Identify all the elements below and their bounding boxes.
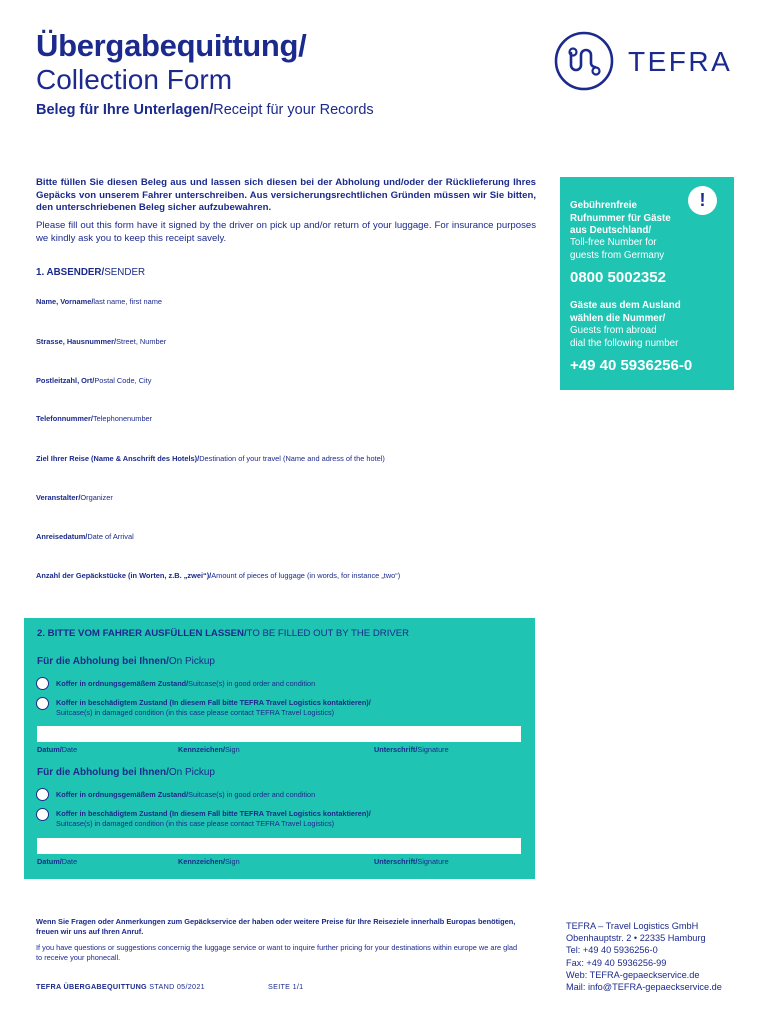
signature-label-english: Signature [417, 745, 449, 754]
date-label-german: Datum/ [37, 745, 62, 754]
plate-label [178, 857, 240, 866]
field-arrival-date[interactable] [36, 532, 134, 541]
company-address [566, 920, 722, 993]
date-label [37, 857, 77, 866]
option-label-english: Suitcase(s) in damaged condition (in this case please contact TEFRA Travel Logistics) [56, 819, 335, 828]
section2-heading-german: 2. BITTE VOM FAHRER AUSFÜLLEN LASSEN/ [37, 628, 247, 639]
company-email-link[interactable]: Mail: info@TEFRA-gepaeckservice.de [566, 982, 722, 993]
abroad-de-line1: Gäste aus dem Ausland [570, 300, 681, 311]
field-label-english: Amount of pieces of luggage (in words, for instance „two“) [211, 571, 401, 580]
damaged-condition-radio[interactable] [36, 808, 49, 821]
form-title: Übergabequittung/ [36, 28, 307, 63]
signature-line-field[interactable] [37, 838, 521, 854]
field-label-english: Destination of your travel (Name and adress of the hotel) [199, 454, 385, 463]
field-label-german: Name, Vorname/ [36, 297, 94, 306]
plate-label-german: Kennzeichen/ [178, 745, 226, 754]
field-label-german: Postleitzahl, Ort/ [36, 376, 95, 385]
tollfree-de-line1: Gebührenfreie [570, 200, 637, 211]
field-label-english: Organizer [80, 493, 113, 502]
option-label-english: Suitcase(s) in damaged condition (in this case please contact TEFRA Travel Logistics) [56, 708, 335, 717]
abroad-en-line1: Guests from abroad [570, 325, 657, 336]
field-label-english: Date of Arrival [87, 532, 134, 541]
field-label-german: Telefonnummer/ [36, 414, 93, 423]
field-label-german: Veranstalter/ [36, 493, 81, 502]
signature-label-english: Signature [417, 857, 449, 866]
tollfree-label-english [570, 237, 700, 262]
abroad-number[interactable]: +49 40 5936256-0 [570, 357, 693, 374]
good-condition-radio[interactable] [36, 788, 49, 801]
form-subtitle [36, 102, 374, 118]
damaged-condition-label [56, 698, 371, 718]
signature-label [374, 857, 449, 866]
abroad-de-line2: wählen die Nummer/ [570, 312, 666, 324]
footer-note-german: Wenn Sie Fragen oder Anmerkungen zum Gepäckservice der haben oder weitere Preise für Ihre Reiseziele innerhalb Europas benötigen, freuen wir uns auf Ihren Anruf. [36, 917, 516, 936]
tollfree-en-line2: guests from Germany [570, 249, 665, 261]
field-street[interactable] [36, 337, 166, 346]
pickup-subheading-english: On Pickup [168, 656, 215, 667]
good-condition-radio[interactable] [36, 677, 49, 690]
date-label-german: Datum/ [37, 857, 62, 866]
field-postal-city[interactable] [36, 376, 151, 385]
option-label-german: Koffer in beschädigtem Zustand (In diesem Fall bitte TEFRA Travel Logistics kontaktieren)/ [56, 698, 371, 707]
field-label-english: Postal Code, City [94, 376, 152, 385]
field-label-english: Telephonenumber [92, 414, 153, 423]
company-website-link[interactable]: Web: TEFRA-gepaeckservice.de [566, 969, 700, 980]
tollfree-number[interactable]: 0800 5002352 [570, 269, 666, 286]
field-name[interactable] [36, 297, 162, 306]
intro-english: Please fill out this form have it signed by the driver on pick up and/or return of your luggage. For insurance purposes we kindly ask you to keep this receipt savely. [36, 220, 536, 244]
option-label-german: Koffer in beschädigtem Zustand (In diesem Fall bitte TEFRA Travel Logistics kontaktieren)/ [56, 809, 371, 818]
plate-label-english: Sign [225, 857, 240, 866]
section1-heading-english: SENDER [104, 267, 146, 278]
section2-heading-english: TO BE FILLED OUT BY THE DRIVER [246, 628, 410, 639]
field-label-german: Strasse, Hausnummer/ [36, 337, 117, 346]
date-label-english: Date [61, 745, 78, 754]
logo-wordmark: TEFRA [628, 46, 733, 77]
contact-sidebar [560, 177, 734, 390]
field-destination[interactable] [36, 454, 385, 463]
tollfree-de-line3: aus Deutschland/ [570, 225, 652, 236]
good-condition-label [56, 679, 315, 689]
plate-label-german: Kennzeichen/ [178, 857, 226, 866]
document-version [36, 982, 205, 991]
page-number: SEITE 1/1 [268, 982, 304, 991]
signature-label [374, 745, 449, 754]
pickup-subheading-german: Für die Abholung bei Ihnen/ [37, 656, 169, 667]
field-label-english: Street, Number [116, 337, 167, 346]
exclamation-icon: ! [688, 186, 717, 215]
damaged-condition-radio[interactable] [36, 697, 49, 710]
tollfree-de-line2: Rufnummer für Gäste [570, 212, 671, 224]
pickup-subheading-german: Für die Abholung bei Ihnen/ [37, 767, 169, 778]
signature-label-german: Unterschrift/ [374, 745, 418, 754]
option-label-english: Suitcase(s) in good order and condition [188, 679, 316, 688]
field-luggage-count[interactable] [36, 571, 400, 580]
subtitle-english: Receipt für your Records [213, 102, 374, 118]
signature-line-field[interactable] [37, 726, 521, 742]
tollfree-en-line1: Toll-free Number for [570, 237, 657, 248]
field-label-german: Ziel Ihrer Reise (Name & Anschrift des Hotels)/ [36, 454, 200, 463]
abroad-label-english [570, 325, 700, 350]
option-label-german: Koffer in ordnungsgemäßem Zustand/ [56, 790, 189, 799]
document-name: TEFRA ÜBERGABEQUITTUNG [36, 982, 147, 991]
damaged-condition-label [56, 809, 371, 829]
field-organizer[interactable] [36, 493, 113, 502]
field-label-german: Anzahl der Gepäckstücke (in Worten, z.B. „zwei“)/ [36, 571, 212, 580]
company-name: TEFRA – Travel Logistics GmbH [566, 921, 699, 931]
date-label [37, 745, 77, 754]
driver-section [24, 618, 535, 879]
date-label-english: Date [61, 857, 78, 866]
plate-label [178, 745, 240, 754]
abroad-label-german [570, 300, 700, 325]
footer-note-english: If you have questions or suggestions concernig the luggage service or want to inquire further pricing for your destinations within europe we are glad to receive your phonecall. [36, 943, 518, 962]
option-label-english: Suitcase(s) in good order and condition [188, 790, 316, 799]
pickup-subheading-english: On Pickup [168, 767, 215, 778]
field-phone[interactable] [36, 414, 152, 423]
field-label-english: last name, first name [93, 297, 162, 306]
tollfree-label-german [570, 200, 700, 238]
subtitle-german: Beleg für Ihre Unterlagen/ [36, 102, 214, 118]
pickup-subheading [37, 767, 215, 778]
section1-heading-german: 1. ABSENDER/ [36, 267, 105, 278]
good-condition-label [56, 790, 315, 800]
pickup-subheading [37, 656, 215, 667]
plate-label-english: Sign [225, 745, 240, 754]
section1-heading [36, 267, 145, 278]
option-label-german: Koffer in ordnungsgemäßem Zustand/ [56, 679, 189, 688]
field-label-german: Anreisedatum/ [36, 532, 88, 541]
company-phone[interactable]: Tel: +49 40 5936256-0 [566, 945, 658, 956]
company-fax: Fax: +49 40 5936256-99 [566, 957, 667, 968]
section2-heading [37, 628, 409, 639]
company-street: Obenhauptstr. 2 • 22335 Hamburg [566, 933, 706, 944]
document-version-date: STAND 05/2021 [146, 982, 205, 991]
signature-label-german: Unterschrift/ [374, 857, 418, 866]
abroad-en-line2: dial the following number [570, 337, 679, 349]
intro-german: Bitte füllen Sie diesen Beleg aus und lassen sich diesen bei der Abholung und/oder der Rücklieferung Ihres Gepäcks von unserem Fahrer unterschreiben. Aus versicherungsrechtlichen Gründen müssen wir Sie bitten, den unterschriebenen Beleg sicher aufzubewahren. [36, 177, 536, 214]
form-title-english: Collection Form [36, 64, 233, 95]
